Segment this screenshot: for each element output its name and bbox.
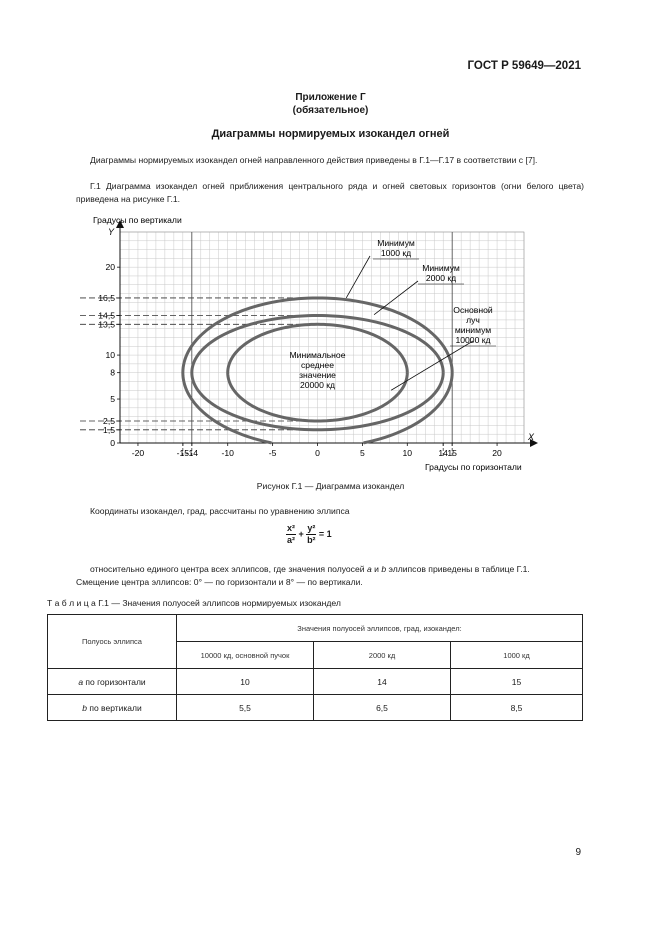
annotation-label: Минимальное	[289, 350, 346, 360]
annotation-label: Минимум	[377, 238, 415, 248]
x-axis-letter: X	[528, 432, 535, 442]
y-tick-label: 1,5	[103, 424, 115, 435]
var-a: a	[366, 564, 372, 574]
x-axis-title: Градусы по горизонтали	[425, 462, 522, 472]
row-label	[48, 695, 177, 721]
denominator-b: b²	[307, 535, 316, 545]
annotation-label: Минимум	[422, 263, 460, 273]
x-tick-label: -20	[131, 448, 145, 458]
table-cell: 8,5	[451, 695, 583, 721]
x-tick-label: 5	[360, 448, 365, 458]
ellipse-equation	[286, 523, 332, 546]
var-b: b	[381, 564, 387, 574]
desc-part-3: Смещение центра эллипсов: 0° — по горизонтали и 8° — по вертикали.	[76, 577, 363, 587]
y-tick-label: 16,5	[98, 292, 115, 303]
fraction-y	[306, 523, 316, 546]
paragraph-1	[76, 154, 584, 167]
numerator-y: y²	[307, 523, 316, 533]
paragraph-1-text: Диаграммы нормируемых изокандел огней направленного действия приведены в Г.1—Г.17 в соответствии с [7].	[90, 155, 538, 165]
chart-annotations	[290, 238, 493, 390]
y-tick-label: 8	[110, 367, 115, 378]
x-tick-label: -10	[221, 448, 234, 458]
denominator-a: a²	[287, 535, 296, 545]
y-tick-label: 20	[105, 262, 115, 273]
annotation-label: 20000 кд	[299, 380, 336, 390]
figure-caption: Рисунок Г.1 — Диаграмма изокандел	[256, 481, 405, 491]
row-label	[48, 669, 177, 695]
annotation-label: минимум	[454, 325, 492, 335]
page-number: 9	[575, 847, 581, 858]
table-caption-prefix: Т а б л и ц а	[47, 598, 96, 608]
x-tick-label: -15	[176, 448, 190, 458]
annotation-label: луч	[466, 315, 480, 325]
table-caption	[47, 598, 341, 608]
annotation-label: значение	[299, 370, 336, 380]
semiaxes-table	[47, 614, 583, 721]
standard-code: ГОСТ Р 59649—2021	[467, 60, 581, 72]
table-cell: 10	[177, 669, 314, 695]
paragraph-2-text: Г.1 Диаграмма изокандел огней приближения центрального ряда и огней световых горизонтов (огни белого цвета) приведена на рисунке Г.1.	[76, 181, 584, 204]
equals-one: = 1	[318, 528, 332, 539]
table-cell: 14	[314, 669, 451, 695]
row-label-text: по вертикали	[87, 702, 142, 713]
annotation-label: 10000 кд	[455, 335, 491, 345]
numerator-x: x²	[287, 523, 296, 533]
document-title: Диаграммы нормируемых изокандел огней	[211, 128, 450, 140]
x-tick-label: 14	[438, 448, 448, 458]
annotation-label: 1000 кд	[380, 248, 412, 258]
y-tick-label: 14,5	[98, 310, 115, 321]
header-1000: 1000 кд	[451, 642, 583, 669]
table-row	[48, 695, 583, 721]
coordinates-text	[76, 505, 584, 518]
plus-sign: +	[298, 528, 304, 539]
y-tick-label: 13,5	[98, 319, 115, 330]
annex-title: Приложение Г	[295, 92, 366, 103]
y-tick-label: 2,5	[103, 416, 115, 427]
row-label-text: по горизонтали	[83, 676, 146, 687]
isocandela-chart	[0, 205, 661, 475]
leader-line	[346, 256, 370, 298]
row-var: a	[78, 676, 84, 687]
paragraph-2	[76, 180, 584, 206]
annotation-label: 2000 кд	[425, 273, 457, 283]
header-group: Значения полуосей эллипсов, град, изокандел:	[177, 615, 583, 642]
y-axis-title: Градусы по вертикали	[93, 215, 182, 225]
x-tick-label: 10	[402, 448, 413, 458]
annex-status: (обязательное)	[292, 105, 369, 116]
desc-part-2: эллипсов приведены в таблице Г.1.	[388, 564, 530, 574]
desc-part-1: относительно единого центра всех эллипсов, где значения полуосей	[90, 564, 365, 574]
x-tick-label: -5	[268, 448, 277, 458]
x-tick-label: 15	[447, 448, 457, 458]
y-tick-label: 5	[110, 394, 115, 405]
leader-line	[374, 281, 418, 315]
coordinates-text-line: Координаты изокандел, град, рассчитаны по уравнению эллипса	[90, 506, 350, 516]
y-tick-label: 10	[105, 350, 115, 361]
x-tick-label: -14	[185, 448, 199, 458]
fraction-x	[286, 523, 296, 546]
table-cell: 15	[451, 669, 583, 695]
x-tick-label: 20	[492, 448, 502, 458]
and-word: и	[374, 564, 379, 574]
y-axis-letter: Y	[108, 227, 115, 237]
y-tick-label: 0	[110, 438, 115, 448]
ellipse-description	[76, 563, 584, 589]
table-cell: 6,5	[314, 695, 451, 721]
table-row	[48, 669, 583, 695]
annotation-label: среднее	[301, 360, 335, 370]
table-caption-text: Г.1 — Значения полуосей эллипсов нормируемых изокандел	[98, 598, 341, 608]
table-cell: 5,5	[177, 695, 314, 721]
header-semiaxis: Полуось эллипса	[48, 615, 177, 669]
x-tick-label: 0	[315, 448, 320, 458]
row-var: b	[82, 702, 87, 713]
header-10000: 10000 кд, основной пучок	[177, 642, 314, 669]
annotation-label: Основной	[453, 305, 493, 315]
header-2000: 2000 кд	[314, 642, 451, 669]
